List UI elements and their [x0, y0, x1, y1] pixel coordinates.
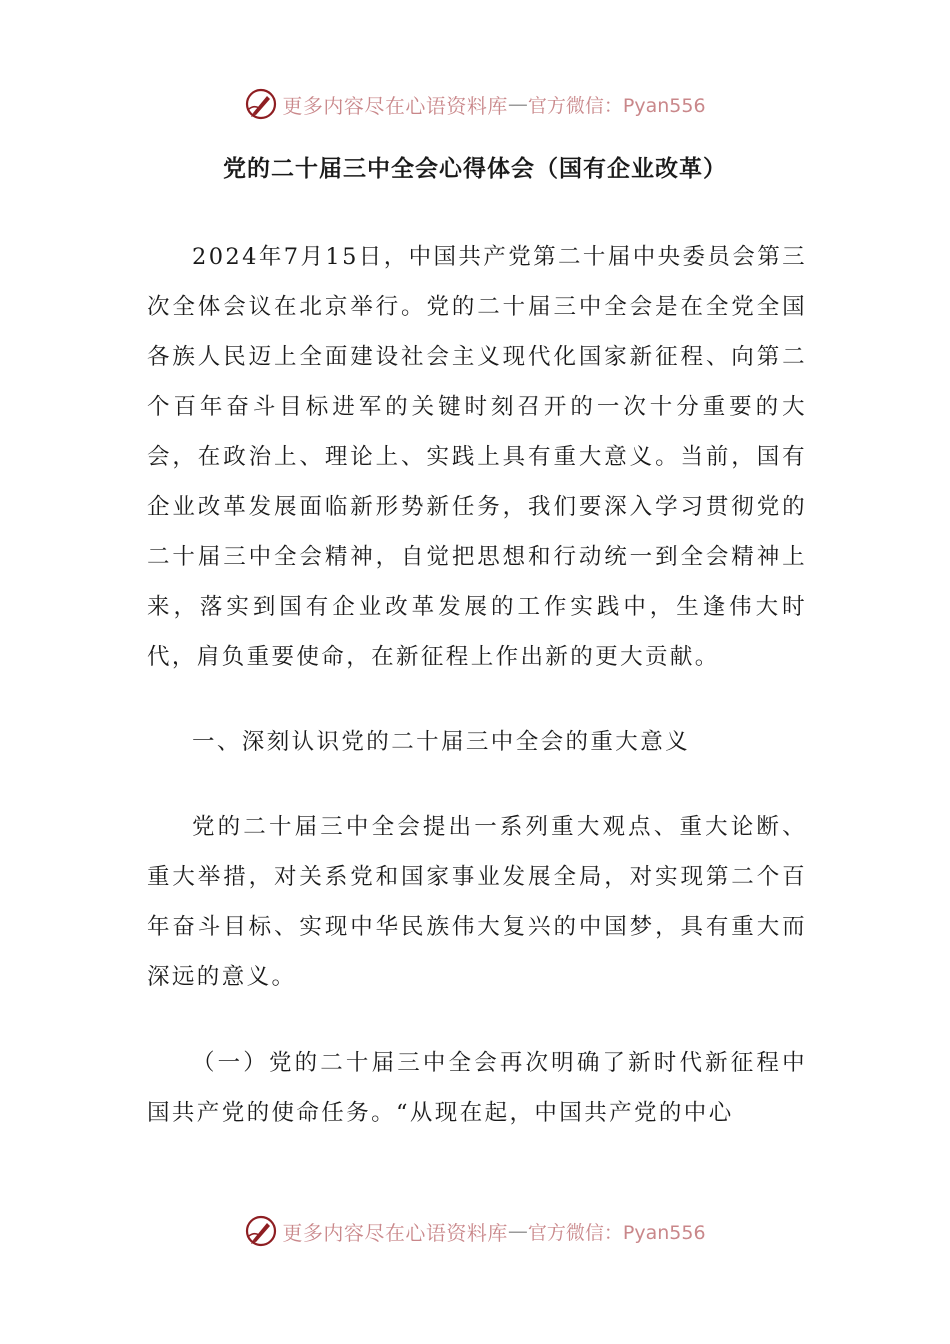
banner-dash: — — [507, 92, 528, 116]
section-heading: 一、深刻认识党的二十届三中全会的重大意义 — [192, 729, 691, 755]
banner-dash: — — [507, 1219, 528, 1243]
paragraph-significance: 党的二十届三中全会提出一系列重大观点、重大论断、重大举措，对关系党和国家事业发展全局，对实现第二个百年奋斗目标、实现中华民族伟大复兴的中国梦，具有重大而深远的意义。 — [147, 814, 807, 990]
footer-banner — [0, 1211, 950, 1251]
banner-contact: 官方微信：Pyan556 — [527, 94, 706, 117]
header-banner — [0, 84, 950, 124]
pen-logo-icon — [244, 87, 278, 121]
document-title: 党的二十届三中全会心得体会（国有企业改革） — [223, 156, 727, 182]
paragraph-intro: 2024年7月15日，中国共产党第二十届中央委员会第三次全体会议在北京举行。党的二十届三中全会是在全党全国各族人民迈上全面建设社会主义现代化国家新征程、向第二个百年奋斗目标进军的关键时刻召开的一次十分重要的大会，在政治上、理论上、实践上具有重大意义。当前，国有企业改革发展面临新形势新任务，我们要深入学习贯彻党的二十届三中全会精神，自觉把思想和行动统一到全会精神上来，落实到国有企业改革发展的工作实践中，生逢伟大时代，肩负重要使命，在新征程上作出新的更大贡献。 — [147, 244, 808, 670]
document-body — [147, 232, 807, 1138]
banner-text: 更多内容尽在心语资料库 — [282, 1220, 508, 1245]
pen-logo-icon — [244, 1214, 278, 1248]
banner-text: 更多内容尽在心语资料库 — [282, 93, 508, 118]
banner-contact: 官方微信：Pyan556 — [527, 1221, 706, 1244]
paragraph-subsection-1: （一）党的二十届三中全会再次明确了新时代新征程中国共产党的使命任务。“从现在起，中国共产党的中心 — [147, 1050, 807, 1126]
